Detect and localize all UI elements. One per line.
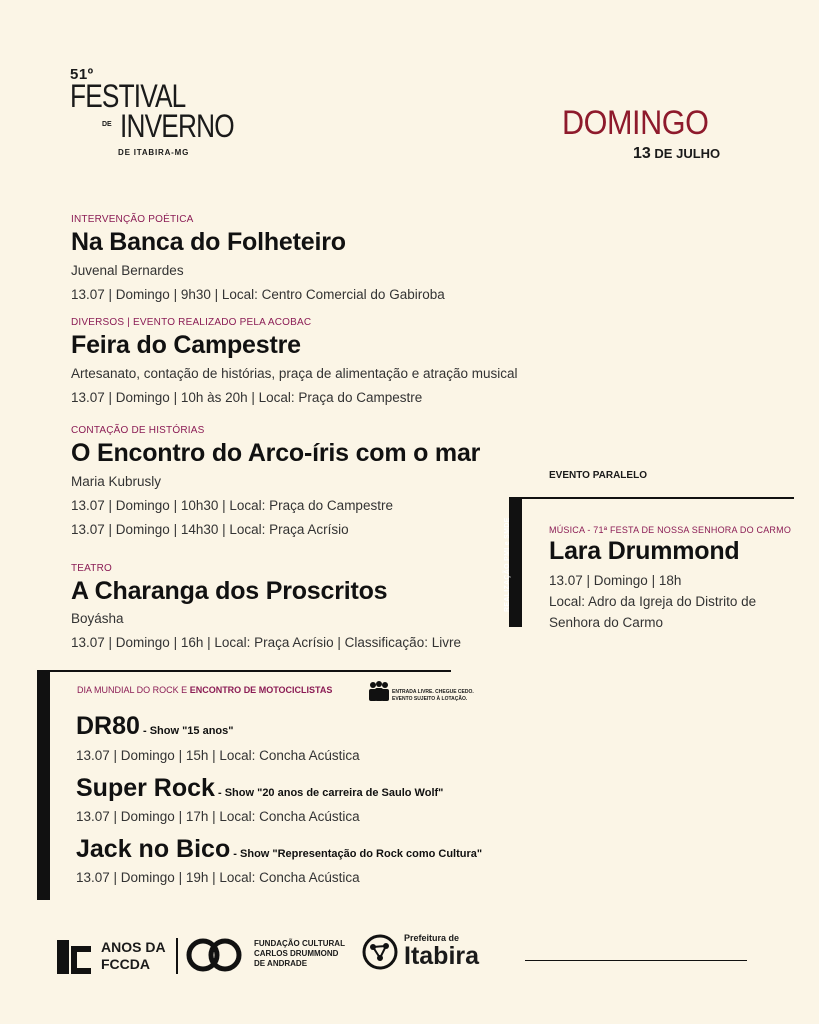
day-title: DOMINGO xyxy=(562,104,709,142)
parallel-line: Local: Adro da Igreja do Distrito de xyxy=(549,594,757,609)
event-category: CONTAÇÃO DE HISTÓRIAS xyxy=(71,425,205,436)
rock-show-sub: - Show "15 anos" xyxy=(139,725,234,737)
fundacao-line: CARLOS DRUMMOND xyxy=(254,949,339,958)
rock-show-name: DR80 xyxy=(76,712,140,740)
event-category: TEATRO xyxy=(71,563,113,574)
logo-edition: 51º xyxy=(70,66,94,83)
rock-notice xyxy=(392,689,474,703)
rock-show-line: 13.07 | Domingo | 15h | Local: Concha Acústica xyxy=(76,748,360,763)
festival-logo xyxy=(70,66,260,166)
event-line: 13.07 | Domingo | 9h30 | Local: Centro Comercial do Gabiroba xyxy=(71,287,445,302)
itabira-line: Prefeitura de xyxy=(404,933,460,943)
logo-city: DE ITABIRA-MG xyxy=(118,148,190,157)
parallel-side-text: REALIZAÇÃO PMI e SMDE xyxy=(504,517,511,612)
date-number: 13 xyxy=(633,145,651,162)
rock-show-line: 13.07 | Domingo | 19h | Local: Concha Acústica xyxy=(76,870,360,885)
rock-category-b: ENCONTRO DE MOTOCICLISTAS xyxy=(189,685,333,695)
event-title: O Encontro do Arco-íris com o mar xyxy=(71,439,481,467)
itabira-logo-icon xyxy=(362,934,398,970)
event-line: Juvenal Bernardes xyxy=(71,263,184,278)
parallel-line: 13.07 | Domingo | 18h xyxy=(549,573,682,588)
event-line: Artesanato, contação de histórias, praça de alimentação e atração musical xyxy=(71,366,518,381)
rock-show-title xyxy=(76,835,482,864)
fccda-logo-icon xyxy=(57,940,91,974)
date-month: DE JULHO xyxy=(654,146,721,161)
rock-divider xyxy=(37,670,451,672)
fccda-line: FCCDA xyxy=(101,956,150,972)
logo-de: DE xyxy=(102,121,112,128)
rock-category xyxy=(77,685,332,695)
fundacao-text xyxy=(254,939,345,969)
fundacao-line: DE ANDRADE xyxy=(254,959,308,968)
fundacao-line: FUNDAÇÃO CULTURAL xyxy=(254,939,345,948)
parallel-title: Lara Drummond xyxy=(549,537,740,565)
event-line: 13.07 | Domingo | 16h | Local: Praça Acrísio | Classificação: Livre xyxy=(71,635,461,650)
rock-show-sub: - Show "Representação do Rock como Cultura" xyxy=(230,848,483,860)
event-title: Na Banca do Folheteiro xyxy=(71,228,346,256)
footer-rule xyxy=(525,960,747,961)
itabira-text xyxy=(404,933,479,969)
parallel-line: Senhora do Carmo xyxy=(549,615,664,630)
rock-show-name: Super Rock xyxy=(76,774,215,802)
rock-notice-line: ENTRADA LIVRE. CHEGUE CEDO. xyxy=(392,689,474,695)
footer-separator xyxy=(176,938,178,974)
parallel-divider xyxy=(509,497,794,499)
fccda-line: ANOS DA xyxy=(101,939,166,955)
event-line: 13.07 | Domingo | 10h30 | Local: Praça do Campestre xyxy=(71,498,393,513)
fccda-text xyxy=(101,939,166,973)
logo-festival: FESTIVAL xyxy=(70,78,186,114)
rock-show-title xyxy=(76,774,443,803)
event-line: Maria Kubrusly xyxy=(71,474,162,489)
event-title: A Charanga dos Proscritos xyxy=(71,577,388,605)
rock-show-line: 13.07 | Domingo | 17h | Local: Concha Acústica xyxy=(76,809,360,824)
event-line: 13.07 | Domingo | 14h30 | Local: Praça Acrísio xyxy=(71,522,349,537)
rock-notice-line: EVENTO SUJEITO À LOTAÇÃO. xyxy=(392,696,468,702)
crowd-icon xyxy=(367,680,391,702)
event-line: Boyásha xyxy=(71,611,124,626)
event-line: 13.07 | Domingo | 10h às 20h | Local: Praça do Campestre xyxy=(71,390,423,405)
event-title: Feira do Campestre xyxy=(71,331,301,359)
event-category: DIVERSOS | EVENTO REALIZADO PELA ACOBAC xyxy=(71,317,312,328)
itabira-line: Itabira xyxy=(404,942,480,970)
rock-category-a: DIA MUNDIAL DO ROCK E xyxy=(77,685,190,695)
date-subtitle xyxy=(633,145,720,163)
rock-show-name: Jack no Bico xyxy=(76,835,231,863)
event-category: INTERVENÇÃO POÉTICA xyxy=(71,214,194,225)
parallel-label: EVENTO PARALELO xyxy=(549,470,647,481)
rock-side-bar xyxy=(37,670,50,900)
fundacao-logo-icon xyxy=(186,938,242,972)
parallel-category: MÚSICA - 71ª FESTA DE NOSSA SENHORA DO CARMO xyxy=(549,525,792,535)
rock-show-title xyxy=(76,712,233,741)
logo-inverno: INVERNO xyxy=(120,108,234,144)
rock-show-sub: - Show "20 anos de carreira de Saulo Wolf" xyxy=(214,787,444,799)
